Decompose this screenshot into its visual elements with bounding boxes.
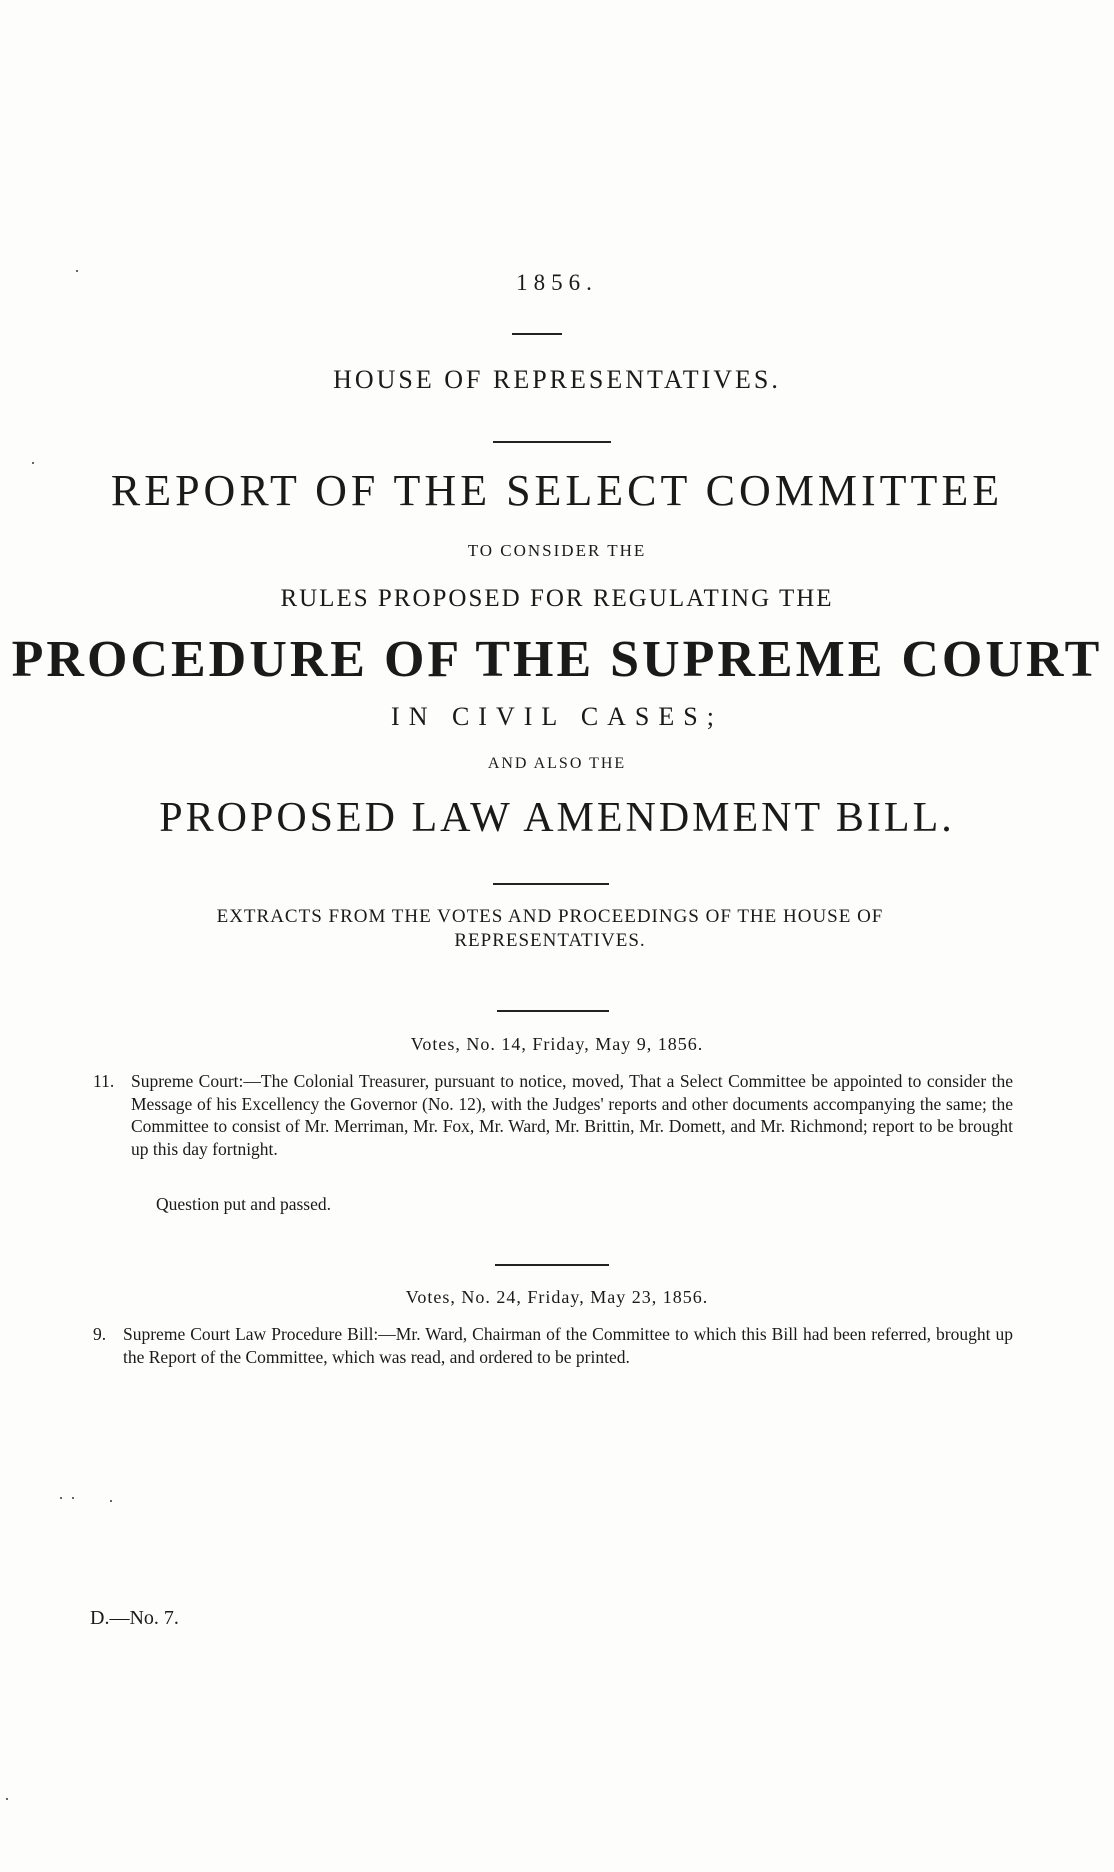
and-also-line: AND ALSO THE (487, 755, 627, 772)
votes-heading: Votes, No. 14, Friday, May 9, 1856. (410, 1034, 704, 1054)
margin-speck (72, 1497, 74, 1499)
entry-text: Supreme Court Law Procedure Bill:—Mr. Ward, Chairman of the Committee to which this Bill had been referred, brought up the Report of the Committee, which was read, and ordered to be printed. (123, 1324, 1013, 1367)
divider-rule (493, 441, 611, 443)
bill-title: PROPOSED LAW AMENDMENT BILL. (159, 795, 955, 841)
house-heading: HOUSE OF REPRESENTATIVES. (333, 365, 781, 394)
divider-rule (497, 1010, 609, 1012)
to-consider-line: TO CONSIDER THE (467, 541, 647, 560)
entry-number: 9. (93, 1324, 107, 1344)
votes-entry (93, 1070, 1013, 1160)
document-reference: D.—No. 7. (90, 1607, 179, 1629)
rules-line: RULES PROPOSED FOR REGULATING THE (280, 585, 834, 612)
question-line: Question put and passed. (156, 1194, 331, 1214)
margin-speck (6, 1798, 8, 1800)
votes-heading: Votes, No. 24, Friday, May 23, 1856. (405, 1287, 709, 1307)
divider-rule (495, 1264, 609, 1266)
procedure-title: PROCEDURE OF THE SUPREME COURT (11, 631, 1103, 688)
extracts-line: EXTRACTS FROM THE VOTES AND PROCEEDINGS OF THE HOUSE OF (216, 906, 884, 927)
margin-speck (60, 1497, 62, 1499)
report-title: REPORT OF THE SELECT COMMITTEE (110, 466, 1004, 515)
divider-rule (493, 883, 609, 885)
margin-speck (32, 462, 34, 464)
entry-text: Supreme Court:—The Colonial Treasurer, pursuant to notice, moved, That a Select Committee be appointed to consider the Message of his Excellency the Governor (No. 12), with the Judges' reports and other documents accompanying the same; the Committee to consist of Mr. Merriman, Mr. Fox, Mr. Ward, Mr. Brittin, Mr. Domett, and Mr. Richmond; report to be brought up this day fortnight. (131, 1071, 1013, 1159)
extracts-heading (130, 905, 970, 953)
civil-cases-line: IN CIVIL CASES; (391, 702, 723, 731)
margin-speck (110, 1500, 112, 1502)
document-year: 1856. (516, 270, 598, 295)
divider-rule (512, 333, 562, 335)
extracts-line: REPRESENTATIVES. (454, 930, 646, 951)
votes-entry (93, 1323, 1013, 1393)
entry-number: 11. (93, 1071, 115, 1091)
